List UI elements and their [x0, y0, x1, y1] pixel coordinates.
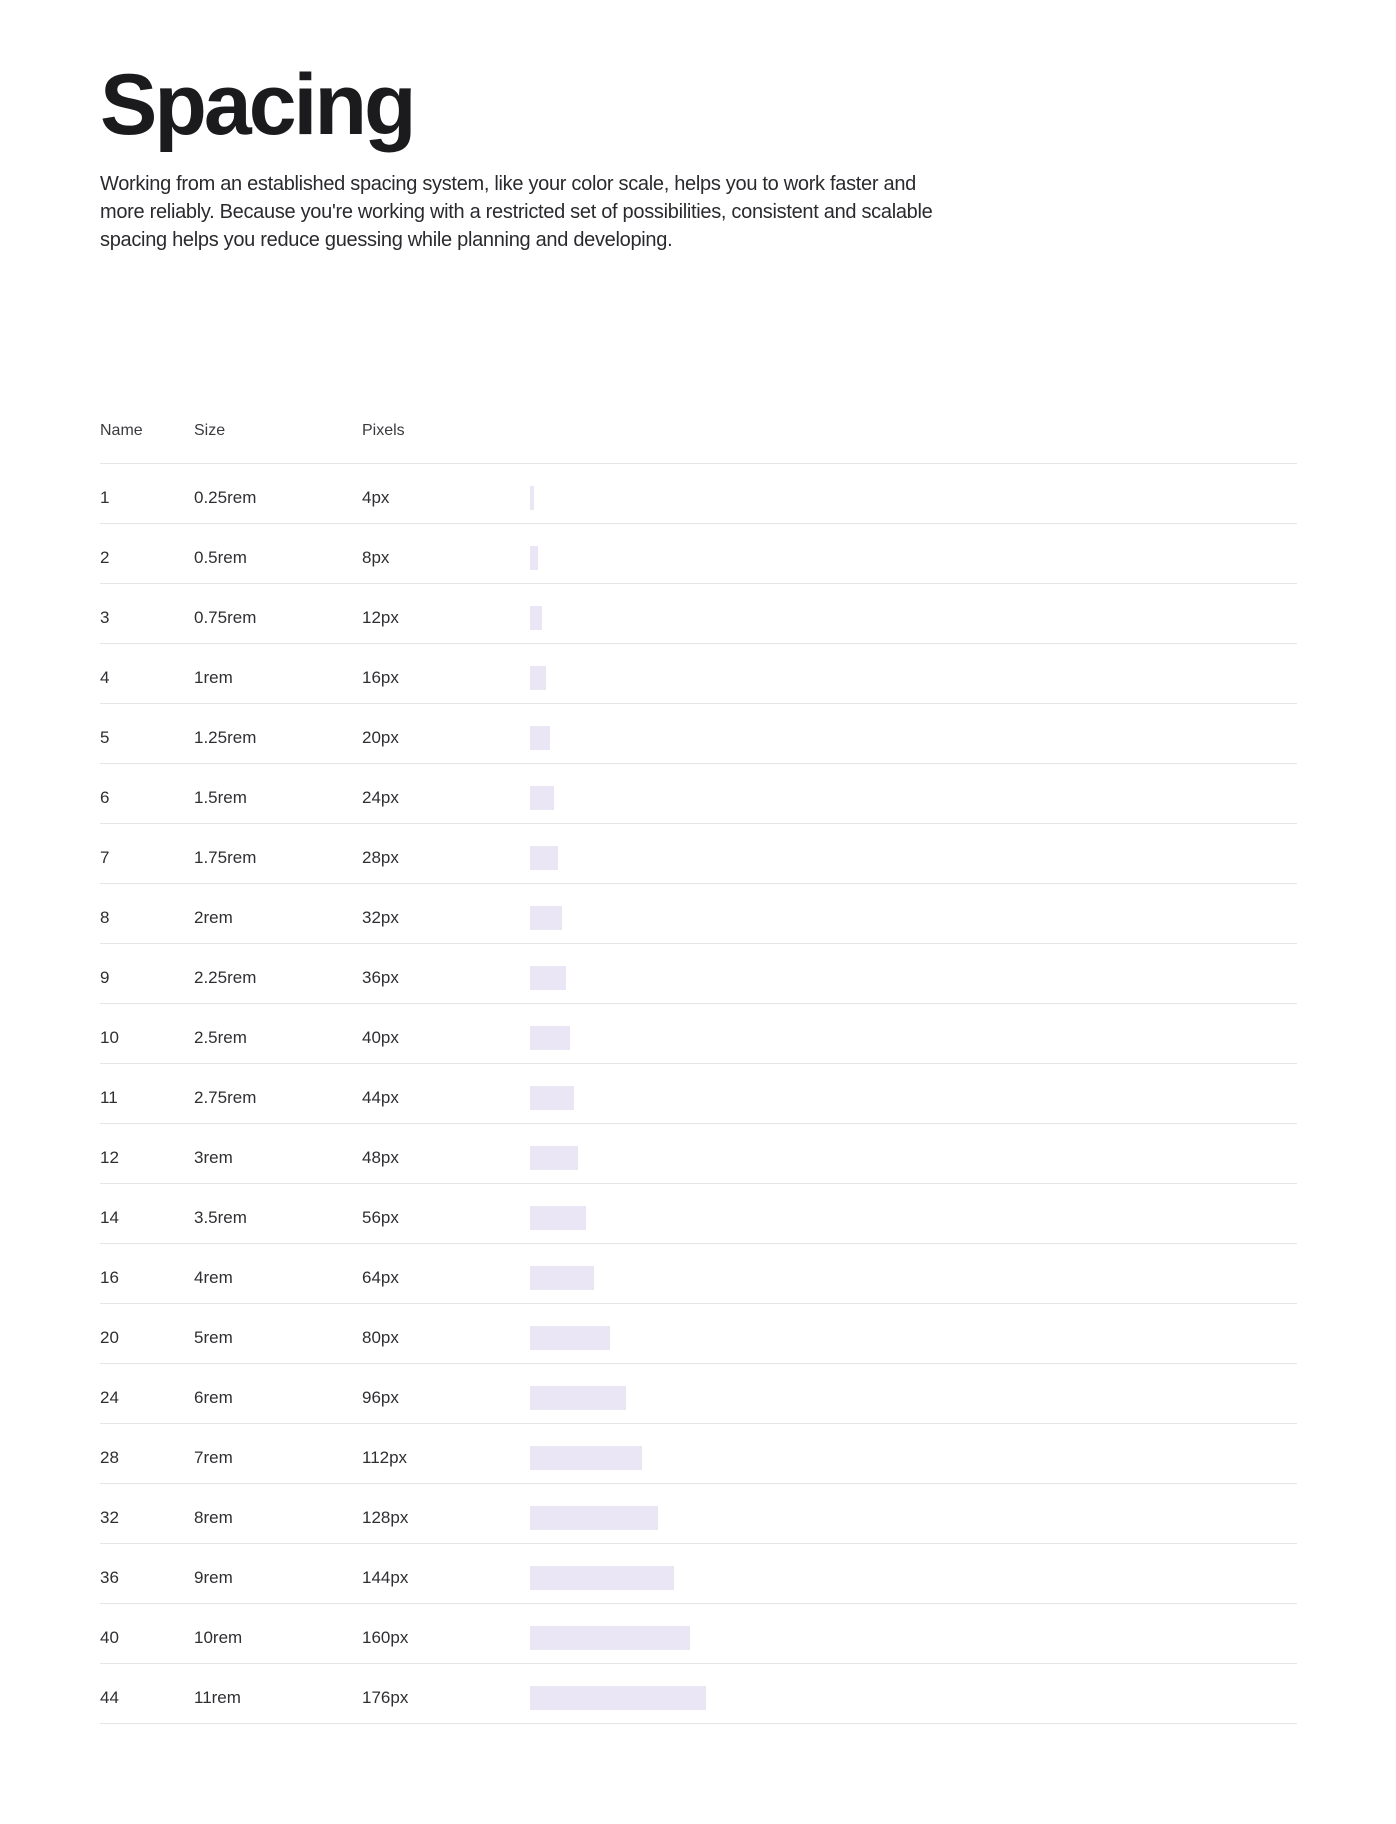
spacing-bar — [530, 1446, 642, 1470]
cell-pixels: 96px — [362, 1388, 399, 1407]
table-row — [100, 704, 1297, 764]
column-header-name: Name — [100, 422, 143, 439]
cell-size: 9rem — [194, 1568, 233, 1587]
cell-pixels: 56px — [362, 1208, 399, 1227]
spacing-bar — [530, 966, 566, 990]
cell-size: 2rem — [194, 908, 233, 927]
cell-pixels: 4px — [362, 488, 390, 507]
cell-pixels: 16px — [362, 668, 399, 687]
cell-pixels: 80px — [362, 1328, 399, 1347]
cell-name: 11 — [100, 1088, 118, 1107]
cell-pixels: 128px — [362, 1508, 409, 1527]
cell-name: 32 — [100, 1508, 119, 1527]
cell-size: 4rem — [194, 1268, 233, 1287]
table-row — [100, 1064, 1297, 1124]
cell-name: 10 — [100, 1028, 119, 1047]
cell-name: 4 — [100, 668, 110, 687]
cell-name: 3 — [100, 608, 110, 627]
table-row — [100, 1304, 1297, 1364]
cell-name: 6 — [100, 788, 110, 807]
spacing-bar — [530, 546, 538, 570]
cell-pixels: 112px — [362, 1448, 408, 1467]
cell-size: 0.5rem — [194, 548, 247, 567]
table-row — [100, 644, 1297, 704]
cell-size: 0.75rem — [194, 608, 257, 627]
cell-size: 5rem — [194, 1328, 233, 1347]
table-row — [100, 1544, 1297, 1604]
cell-pixels: 36px — [362, 968, 399, 987]
cell-size: 3.5rem — [194, 1208, 247, 1227]
cell-pixels: 64px — [362, 1268, 399, 1287]
cell-name: 44 — [100, 1688, 119, 1707]
cell-name: 28 — [100, 1448, 119, 1467]
table-row — [100, 524, 1297, 584]
spacing-bar — [530, 606, 542, 630]
cell-size: 11rem — [194, 1688, 241, 1707]
cell-pixels: 24px — [362, 788, 399, 807]
column-header-pixels: Pixels — [362, 422, 405, 439]
table-row — [100, 1184, 1297, 1244]
spacing-bar — [530, 1626, 690, 1650]
spacing-table — [100, 408, 1297, 1724]
table-row — [100, 1664, 1297, 1724]
spacing-bar — [530, 1566, 674, 1590]
cell-name: 9 — [100, 968, 110, 987]
spacing-bar — [530, 1326, 610, 1350]
table-row — [100, 1364, 1297, 1424]
cell-pixels: 160px — [362, 1628, 409, 1647]
cell-size: 6rem — [194, 1388, 233, 1407]
table-row — [100, 1424, 1297, 1484]
cell-size: 1.5rem — [194, 788, 247, 807]
cell-pixels: 32px — [362, 908, 399, 927]
cell-name: 14 — [100, 1208, 119, 1227]
page-description: Working from an established spacing system, like your color scale, helps you to work faster and more reliably. Because you're working with a restricted set of possibilities, consistent and scalable spacing helps you reduce guessing while planning and developing. — [100, 173, 933, 251]
spacing-bar — [530, 786, 554, 810]
table-row — [100, 464, 1297, 524]
table-row — [100, 884, 1297, 944]
cell-name: 2 — [100, 548, 110, 567]
table-row — [100, 1124, 1297, 1184]
table-row — [100, 764, 1297, 824]
cell-pixels: 176px — [362, 1688, 409, 1707]
page-title: Spacing — [100, 57, 414, 153]
cell-size: 7rem — [194, 1448, 233, 1467]
cell-pixels: 40px — [362, 1028, 399, 1047]
cell-pixels: 28px — [362, 848, 399, 867]
cell-name: 7 — [100, 848, 110, 867]
table-row — [100, 1244, 1297, 1304]
table-row — [100, 824, 1297, 884]
table-row — [100, 1484, 1297, 1544]
cell-name: 24 — [100, 1388, 119, 1407]
spacing-bar — [530, 726, 550, 750]
spacing-bar — [530, 1386, 626, 1410]
spacing-bar — [530, 1266, 594, 1290]
cell-name: 36 — [100, 1568, 119, 1587]
cell-pixels: 144px — [362, 1568, 409, 1587]
table-row — [100, 944, 1297, 1004]
spacing-bar — [530, 1206, 586, 1230]
spacing-bar — [530, 1026, 570, 1050]
spacing-bar — [530, 906, 562, 930]
spacing-bar — [530, 666, 546, 690]
spacing-bar — [530, 486, 534, 510]
spacing-bar — [530, 1146, 578, 1170]
cell-pixels: 8px — [362, 548, 390, 567]
cell-pixels: 12px — [362, 608, 399, 627]
cell-size: 8rem — [194, 1508, 233, 1527]
table-header — [100, 408, 1297, 464]
cell-size: 3rem — [194, 1148, 233, 1167]
cell-pixels: 44px — [362, 1088, 399, 1107]
cell-size: 10rem — [194, 1628, 243, 1647]
cell-name: 8 — [100, 908, 110, 927]
cell-name: 5 — [100, 728, 110, 747]
spacing-bar — [530, 846, 558, 870]
cell-name: 16 — [100, 1268, 119, 1287]
cell-size: 0.25rem — [194, 488, 257, 507]
cell-size: 2.5rem — [194, 1028, 247, 1047]
table-body — [100, 464, 1297, 1724]
spacing-bar — [530, 1686, 706, 1710]
column-header-size: Size — [194, 422, 226, 439]
table-row — [100, 1004, 1297, 1064]
cell-size: 2.25rem — [194, 968, 257, 987]
cell-size: 1.75rem — [194, 848, 257, 867]
cell-size: 1.25rem — [194, 728, 257, 747]
spacing-bar — [530, 1086, 574, 1110]
cell-size: 1rem — [194, 668, 233, 687]
cell-name: 20 — [100, 1328, 119, 1347]
spacing-bar — [530, 1506, 658, 1530]
cell-name: 1 — [100, 488, 110, 507]
table-row — [100, 1604, 1297, 1664]
cell-pixels: 20px — [362, 728, 399, 747]
table-row — [100, 584, 1297, 644]
cell-pixels: 48px — [362, 1148, 399, 1167]
cell-size: 2.75rem — [194, 1088, 257, 1107]
cell-name: 12 — [100, 1148, 119, 1167]
cell-name: 40 — [100, 1628, 119, 1647]
